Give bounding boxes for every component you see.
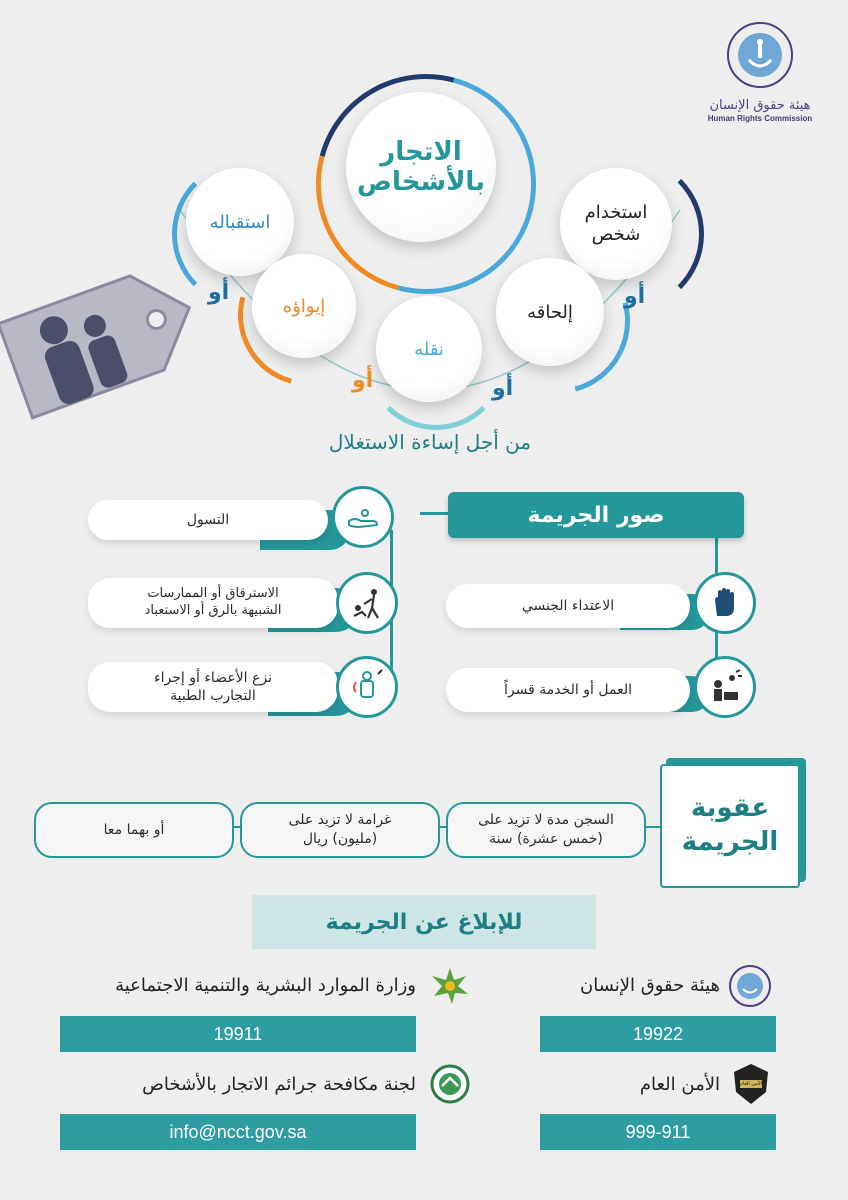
crime-form-sexual-assault (446, 584, 690, 628)
hrc-small-logo-icon (728, 964, 772, 1008)
penalty-fine-line2: (مليون) ريال (302, 831, 378, 847)
or-label-2: أو (624, 284, 646, 309)
hrc-contact-name: هيئة حقوق الإنسان (580, 975, 720, 996)
org-name-en: Human Rights Commission (707, 114, 813, 123)
crime-form-begging-label: التسول (186, 511, 230, 528)
hero-circle (346, 92, 496, 242)
transport-circle (376, 296, 482, 402)
purpose-text: من أجل إساءة الاستغلال (328, 430, 532, 454)
hrc-contact-number[interactable]: 19922 (540, 1016, 776, 1052)
crime-form-slavery-line1: الاسترقاق أو الممارسات (147, 586, 279, 602)
transport-label: نقله (414, 338, 444, 360)
committee-contact-email[interactable]: info@ncct.gov.sa (60, 1114, 416, 1150)
penalty-both (34, 802, 234, 858)
penalty-title-line1: عقوبة (690, 793, 770, 824)
security-contact-name: الأمن العام (639, 1074, 720, 1095)
attach-circle (496, 258, 604, 366)
slavery-icon (336, 572, 398, 634)
penalty-fine-line1: غرامة لا تزيد على (288, 812, 392, 829)
penalty-both-label: أو بهما معا (103, 821, 165, 838)
hero-title-line1: الاتجار (380, 137, 462, 167)
crime-form-begging (88, 500, 328, 540)
penalty-prison-line2: (خمس عشرة) سنة (489, 831, 603, 847)
or-label-3: أو (352, 368, 374, 393)
shelter-circle (252, 254, 356, 358)
crime-form-slavery (88, 578, 338, 628)
use-person-line1: استخدام (584, 201, 648, 223)
public-security-badge-icon (730, 1062, 772, 1106)
organs-icon (336, 656, 398, 718)
crime-form-forced-labor-label: العمل أو الخدمة قسراً (504, 681, 632, 698)
begging-hand-icon (332, 486, 394, 548)
crime-form-organs-line1: نزع الأعضاء أو إجراء (154, 669, 272, 686)
ministry-contact-number[interactable]: 19911 (60, 1016, 416, 1052)
org-name-ar: هيئة حقوق الإنسان (709, 98, 811, 113)
penalty-prison-line1: السجن مدة لا تزيد على (478, 812, 614, 829)
crime-form-organs-line2: التجارب الطبية (170, 688, 256, 704)
forced-labor-icon (694, 656, 756, 718)
penalty-fine (240, 802, 440, 858)
use-person-line2: شخص (591, 224, 641, 245)
org-logo (700, 20, 820, 123)
penalty-title-line2: الجريمة (681, 827, 779, 857)
committee-contact-name: لجنة مكافحة جرائم الاتجار بالأشخاص (142, 1074, 416, 1095)
committee-logo-icon (430, 1064, 470, 1104)
crime-form-slavery-line2: الشبيهة بالرق أو الاستعباد (144, 603, 282, 618)
crime-forms-title: صور الجريمة (448, 492, 744, 538)
crime-form-organs (88, 662, 338, 712)
shelter-label: إيواؤه (282, 295, 326, 317)
crime-form-forced-labor (446, 668, 690, 712)
reception-label: استقباله (209, 211, 271, 233)
penalty-prison (446, 802, 646, 858)
penalty-title-box (660, 764, 800, 888)
hero-title-line2: بالأشخاص (357, 167, 485, 197)
ministry-contact-name: وزارة الموارد البشرية والتنمية الاجتماعية (115, 975, 416, 996)
attach-label: إلحاقه (527, 301, 573, 323)
or-label-1: أو (208, 280, 230, 305)
crime-form-sexual-assault-label: الاعتداء الجنسي (521, 597, 615, 614)
security-contact-number[interactable]: 999-911 (540, 1114, 776, 1150)
hrc-emblem-icon (725, 20, 795, 90)
report-title: للإبلاغ عن الجريمة (252, 895, 596, 949)
or-label-4: أو (492, 376, 514, 401)
security-badge-text: الأمن العام (739, 1081, 763, 1087)
ministry-star-logo-icon (428, 966, 472, 1006)
stop-hand-icon (694, 572, 756, 634)
